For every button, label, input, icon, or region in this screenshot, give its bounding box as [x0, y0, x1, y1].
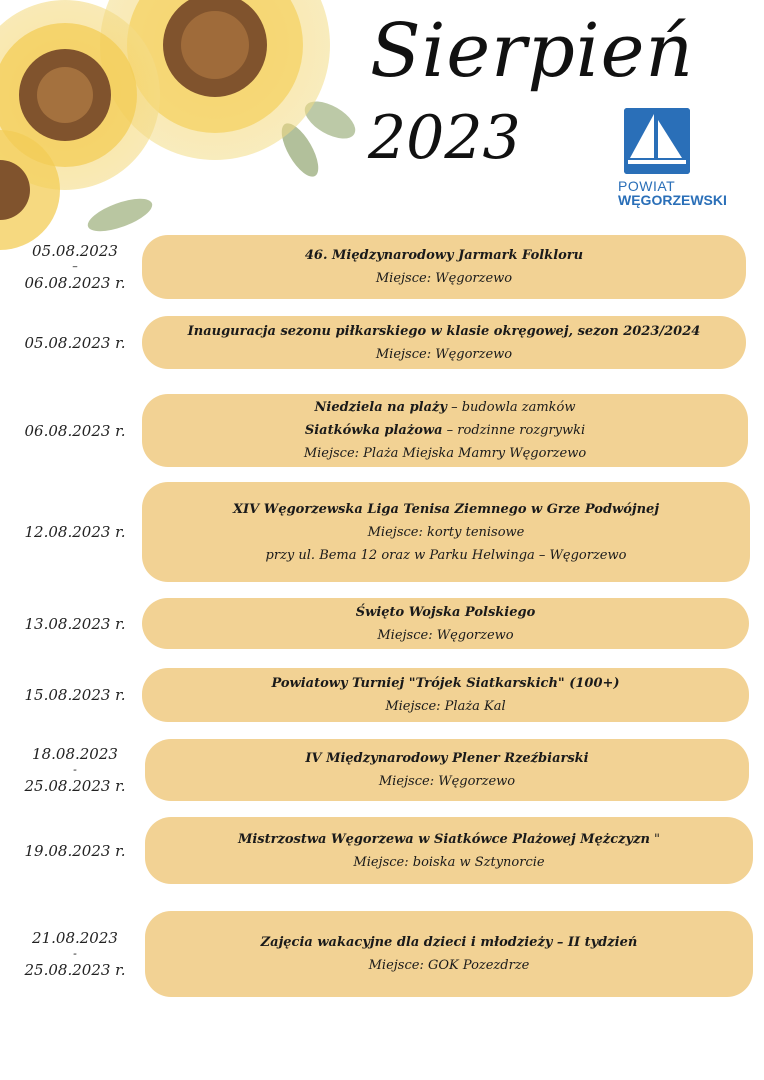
- event-date: [10, 842, 140, 860]
- event-date: [10, 615, 140, 633]
- event-pill: [142, 482, 750, 582]
- event-title: XIV Węgorzewska Liga Tenisa Ziemnego w Grze Podwójnej: [232, 501, 660, 517]
- event-line: [142, 601, 749, 624]
- event-line: [142, 624, 749, 647]
- event-title: Święto Wojska Polskiego: [355, 604, 536, 620]
- page-title: Sierpień: [370, 8, 695, 94]
- event-date: [10, 243, 140, 291]
- event-date-line: -: [73, 763, 77, 776]
- event-detail: – budowla zamków: [446, 400, 576, 415]
- event-date-line: 13.08.2023 r.: [24, 614, 126, 633]
- event-pill: [142, 235, 746, 299]
- event-date-line: 19.08.2023 r.: [24, 841, 126, 860]
- event-date-line: 21.08.2023: [32, 929, 118, 947]
- event-pill: [142, 394, 748, 467]
- event-line: [145, 851, 753, 874]
- event-line: [142, 695, 749, 718]
- event-pill: [145, 911, 753, 997]
- page-year: 2023: [368, 103, 521, 173]
- event-title: Zajęcia wakacyjne dla dzieci i młodzieży – II tydzień: [260, 935, 638, 950]
- event-line: [145, 954, 753, 977]
- event-date-line: 12.08.2023 r.: [24, 523, 126, 541]
- event-line: [145, 770, 749, 793]
- event-pill: [142, 668, 749, 722]
- event-line: [142, 320, 746, 343]
- event-date-line: –: [72, 260, 78, 273]
- event-date-line: 25.08.2023 r.: [24, 961, 126, 979]
- event-detail: Miejsce: Węgorzewo: [378, 774, 516, 789]
- event-line: [142, 396, 748, 419]
- logo-text-line1: POWIAT: [618, 178, 676, 194]
- event-line: [145, 747, 749, 770]
- event-date: [10, 422, 140, 440]
- event-title: Siatkówka plażowa: [304, 423, 443, 438]
- event-date-line: 06.08.2023 r.: [24, 274, 126, 292]
- event-line: [142, 343, 746, 366]
- event-detail: przy ul. Bema 12 oraz w Parku Helwinga – Węgorzewo: [265, 547, 627, 563]
- event-detail: Miejsce: Węgorzewo: [377, 627, 514, 643]
- event-line: [142, 521, 750, 544]
- powiat-logo: [618, 108, 740, 212]
- event-line: [145, 828, 753, 851]
- event-title: Powiatowy Turniej "Trójek Siatkarskich" (100+): [271, 676, 620, 691]
- event-pill: [145, 817, 753, 884]
- event-line: [142, 244, 746, 267]
- event-detail: Miejsce: Plaża Miejska Mamry Węgorzewo: [303, 446, 587, 461]
- event-title: Mistrzostwa Węgorzewa w Siatkówce Plażowej Mężczyzn: [237, 831, 650, 847]
- event-detail: Miejsce: boiska w Sztynorcie: [353, 854, 545, 870]
- event-detail: Miejsce: korty tenisowe: [367, 524, 525, 540]
- event-line: [142, 419, 748, 442]
- event-line: [145, 931, 753, 954]
- event-title: Inauguracja sezonu piłkarskiego w klasie okręgowej, sezon 2023/2024: [187, 323, 701, 339]
- sunflower-illustration: [0, 0, 360, 260]
- event-line: [142, 672, 749, 695]
- event-detail: ": [649, 831, 661, 847]
- event-line: [142, 498, 750, 521]
- event-pill: [142, 316, 746, 369]
- event-line: [142, 267, 746, 290]
- event-date: [10, 686, 140, 704]
- event-pill: [145, 739, 749, 801]
- event-detail: Miejsce: Węgorzewo: [375, 271, 513, 286]
- event-detail: Miejsce: GOK Pozezdrze: [368, 958, 530, 973]
- event-detail: Miejsce: Plaża Kal: [385, 699, 506, 714]
- event-date-line: 05.08.2023 r.: [24, 333, 126, 352]
- event-line: [142, 442, 748, 465]
- event-date-line: 25.08.2023 r.: [24, 777, 126, 795]
- event-date: [10, 746, 140, 794]
- event-date-line: 05.08.2023: [32, 242, 118, 260]
- sailboat-icon: [624, 108, 690, 174]
- event-detail: – rodzinne rozgrywki: [442, 423, 586, 438]
- event-date-line: -: [73, 947, 77, 960]
- event-pill: [142, 598, 749, 649]
- event-date: [10, 523, 140, 541]
- event-date: [10, 930, 140, 978]
- event-detail: Miejsce: Węgorzewo: [375, 346, 513, 362]
- event-date: [10, 334, 140, 352]
- event-title: Niedziela na plaży: [314, 400, 447, 415]
- event-line: [142, 544, 750, 567]
- logo-text-line2: WĘGORZEWSKI: [618, 192, 727, 208]
- event-date-line: 06.08.2023 r.: [24, 421, 126, 440]
- event-title: 46. Międzynarodowy Jarmark Folkloru: [304, 248, 584, 263]
- event-date-line: 15.08.2023 r.: [24, 686, 126, 704]
- event-date-line: 18.08.2023: [32, 745, 118, 763]
- event-title: IV Międzynarodowy Plener Rzeźbiarski: [305, 751, 589, 766]
